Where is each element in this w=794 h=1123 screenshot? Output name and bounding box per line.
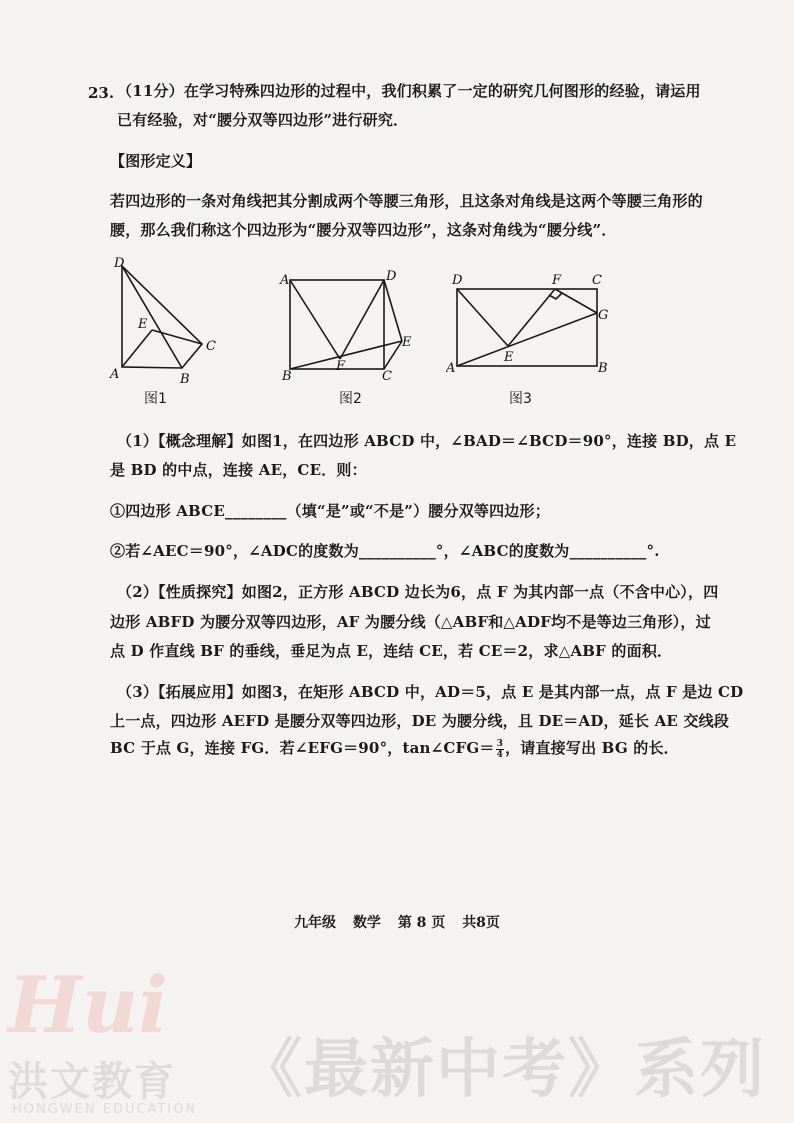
part3-line1: （3）【拓展应用】如图3，在矩形 ABCD 中，AD＝5，点 E 是其内部一点，点 F 是边 CD	[117, 683, 744, 701]
fig2-label-F: F	[336, 359, 346, 374]
fig1-label-B: B	[180, 372, 190, 386]
fig1-label-D: D	[114, 256, 125, 271]
fig3-label-F: F	[552, 273, 562, 288]
fig2-label-C: C	[382, 369, 392, 384]
part1-q1: ①四边形 ABCE________（填“是”或“不是”）腰分双等四边形；	[110, 502, 550, 520]
part3-line2: 上一点，四边形 AEFD 是腰分双等四边形，DE 为腰分线，且 DE＝AD，延长 AE 交线段	[110, 712, 730, 730]
question-number: 23.	[88, 84, 115, 102]
part1-line2: 是 BD 的中点，连接 AE，CE．则：	[110, 461, 367, 479]
part3-line3-pre: BC 于点 G，连接 FG．若∠EFG＝90°，tan∠CFG＝	[110, 739, 495, 757]
question-intro-line1: （11分）在学习特殊四边形的过程中，我们积累了一定的研究几何图形的经验，请运用	[117, 82, 701, 100]
watermark-series: 《最新中考》系列	[238, 1033, 766, 1107]
fig3-label-E: E	[504, 350, 514, 365]
figure-2	[278, 266, 418, 386]
fig1-caption: 图1	[144, 391, 167, 407]
tan-fraction	[496, 739, 504, 760]
fig2-label-D: D	[386, 269, 397, 284]
definition-line2: 腰，那么我们称这个四边形为“腰分双等四边形”，这条对角线为“腰分线”．	[110, 221, 617, 239]
definition-heading: 【图形定义】	[110, 152, 202, 170]
figure-3	[446, 270, 616, 380]
fig2-label-A: A	[280, 273, 290, 288]
part2-line1: （2）【性质探究】如图2，正方形 ABCD 边长为6，点 F 为其内部一点（不含中心），四	[117, 583, 719, 601]
fig2-label-E: E	[402, 335, 412, 350]
watermark-company-en: HONGWEN EDUCATION	[12, 1102, 198, 1117]
fig1-label-A: A	[110, 367, 120, 382]
watermark-logo: Hui	[8, 960, 169, 1051]
fig1-label-E: E	[138, 317, 148, 332]
fig3-label-B: B	[598, 361, 608, 376]
part2-line2: 边形 ABFD 为腰分双等四边形，AF 为腰分线（△ABF和△ADF均不是等边三角形），过	[110, 613, 711, 631]
part2-line3: 点 D 作直线 BF 的垂线，垂足为点 E，连结 CE，若 CE＝2，求△ABF 的面积．	[110, 642, 673, 660]
question-intro-line2: 已有经验，对“腰分双等四边形”进行研究．	[117, 111, 409, 129]
fig3-label-G: G	[598, 308, 609, 323]
footer-page: 第 8 页	[397, 915, 446, 931]
fig2-caption: 图2	[339, 391, 362, 407]
figure-1	[108, 256, 223, 386]
fig3-label-A: A	[446, 361, 456, 376]
part1-q2: ②若∠AEC＝90°，∠ADC的度数为__________°，∠ABC的度数为__________°.	[110, 542, 660, 560]
part3-line3-post: ，请直接写出 BG 的长．	[505, 739, 679, 757]
page-footer	[0, 912, 794, 932]
footer-total: 共8页	[462, 915, 500, 931]
fig3-label-D: D	[452, 273, 463, 288]
fraction-numerator: 3	[496, 738, 504, 749]
fig3-caption: 图3	[509, 391, 532, 407]
fig1-label-C: C	[206, 339, 216, 354]
part1-line1: （1）【概念理解】如图1，在四边形 ABCD 中，∠BAD＝∠BCD＝90°，连接 BD，点 E	[117, 432, 737, 450]
footer-grade: 九年级	[294, 915, 337, 931]
footer-subject: 数学	[352, 915, 381, 931]
fig2-label-B: B	[282, 369, 292, 384]
definition-line1: 若四边形的一条对角线把其分割成两个等腰三角形，且这条对角线是这两个等腰三角形的	[110, 192, 703, 210]
watermark-company-cn: 洪文教育	[8, 1059, 176, 1105]
fraction-denominator: 4	[496, 749, 504, 760]
fig3-label-C: C	[592, 273, 602, 288]
part3-line3	[110, 737, 679, 760]
